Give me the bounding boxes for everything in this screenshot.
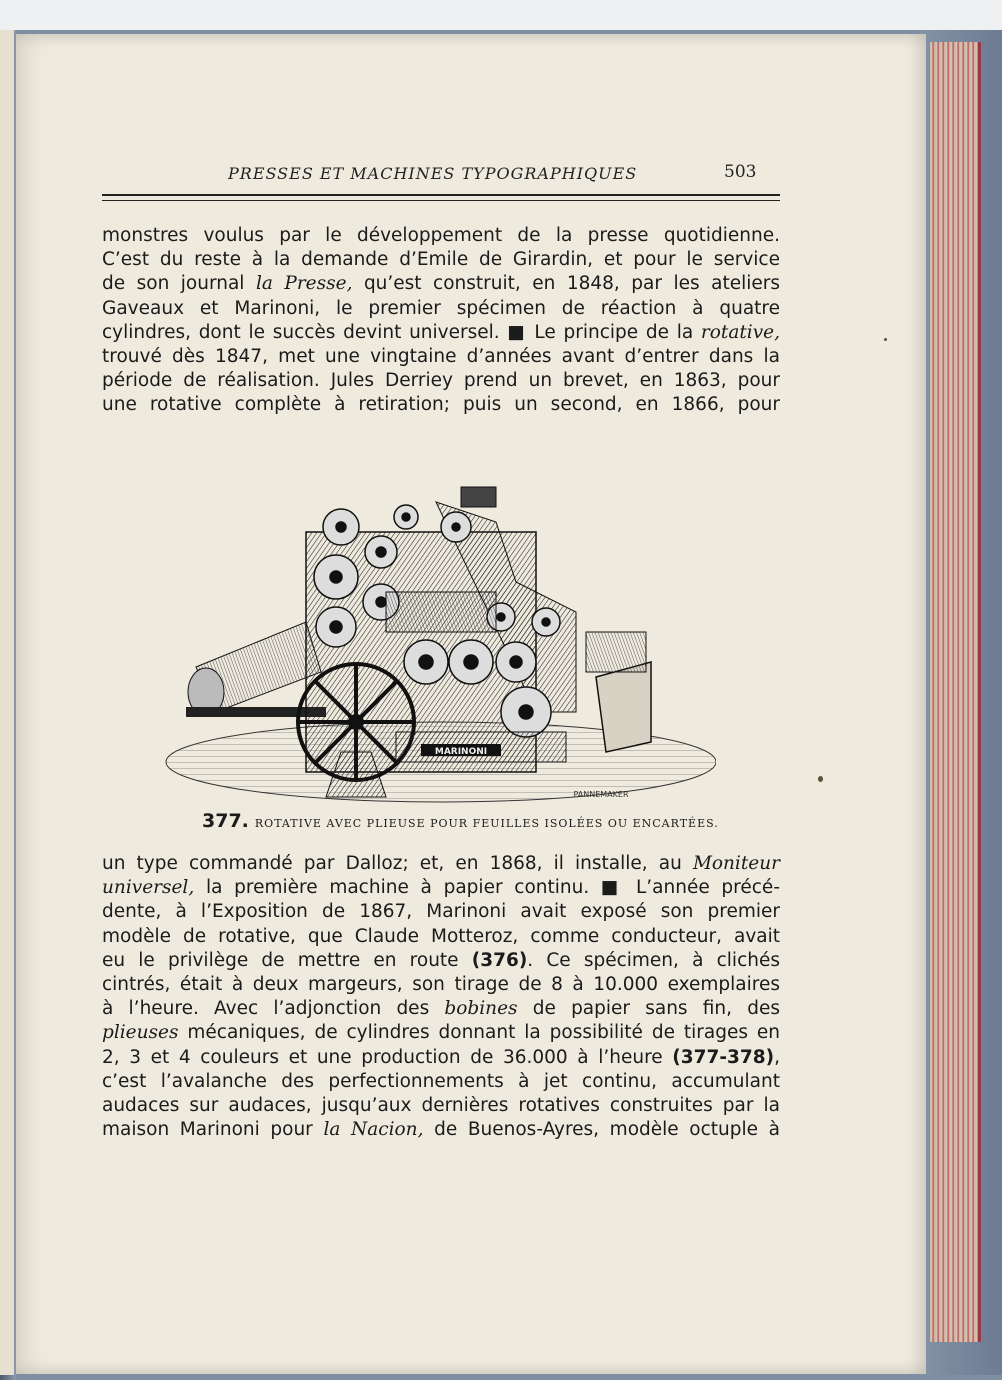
text-run: c’est l’avalanche des perfectionnements à jet continu, accumulant — [102, 1070, 780, 1092]
rotary-press-engraving — [156, 462, 716, 817]
text-run: cintrés, était à deux margeurs, son tirage de 8 à 10.000 exemplaires — [102, 974, 780, 996]
text-run: de son journal — [102, 273, 256, 295]
text-run: bobines — [444, 998, 518, 1020]
text-line — [102, 997, 780, 1021]
text-line — [102, 876, 780, 900]
text-run: Gaveaux et Marinoni, le premier spécimen de réaction à quatre — [102, 297, 780, 319]
text-run: qu’est construit, en 1848, par les ateliers — [352, 273, 781, 295]
text-line — [102, 1046, 780, 1070]
text-line — [102, 248, 780, 272]
page-edges — [930, 42, 981, 1342]
text-run: la Nacion, — [323, 1119, 424, 1141]
text-run: (377-378) — [672, 1046, 775, 1068]
text-run: 2, 3 et 4 couleurs et une production de 36.000 à l’heure — [102, 1046, 673, 1068]
text-line — [102, 1070, 780, 1094]
text-run: une rotative complète à retiration; puis un second, en 1866, pour — [102, 394, 780, 416]
figure-caption — [202, 810, 719, 832]
previous-page-edge — [0, 30, 14, 1375]
figure-caption-text: ROTATIVE AVEC PLIEUSE POUR FEUILLES ISOLÉES OU ENCARTÉES. — [254, 817, 719, 830]
header-rule — [102, 194, 780, 196]
text-run: dente, à l’Exposition de 1867, Marinoni avait exposé son premier — [102, 901, 780, 923]
text-run: cylindres, dont le succès devint universel. ■ Le principe de la — [102, 321, 701, 343]
text-run: eu le privilège de mettre en route — [102, 949, 472, 971]
text-line — [102, 224, 780, 248]
text-run: Moniteur — [692, 853, 780, 874]
text-run: monstres voulus par le développement de la presse quotidienne. — [102, 225, 780, 246]
text-run: la Presse, — [255, 273, 353, 295]
text-line — [102, 949, 780, 973]
text-run: mécaniques, de cylindres donnant la possibilité de tirages en — [178, 1022, 780, 1044]
text-line — [102, 973, 780, 997]
text-run: universel, — [102, 877, 195, 899]
text-run: à l’heure. Avec l’adjonction des — [102, 998, 445, 1020]
text-run: C’est du reste à la demande d’Emile de Girardin, et pour le service — [102, 249, 780, 271]
text-line — [102, 297, 780, 321]
text-line — [102, 852, 780, 876]
text-run: de Buenos-Ayres, modèle octuple à — [423, 1119, 780, 1141]
text-line — [102, 272, 780, 296]
text-line — [102, 345, 780, 369]
figure-number: 377. — [202, 810, 249, 832]
text-run: rotative, — [700, 321, 780, 343]
text-line — [102, 369, 780, 393]
text-run: la première machine à papier continu. ■ L’année précé- — [194, 877, 780, 899]
text-run: modèle de rotative, que Claude Motteroz, comme conducteur, avait — [102, 925, 780, 947]
text-line — [102, 1094, 780, 1118]
text-run: période de réalisation. Jules Derriey prend un brevet, en 1863, pour — [102, 370, 780, 392]
paper-speck — [884, 338, 887, 341]
text-run: de papier sans fin, des — [517, 998, 780, 1020]
text-line — [102, 1021, 780, 1045]
text-run: maison Marinoni pour — [102, 1119, 324, 1141]
text-run: (376) — [471, 949, 528, 971]
paragraph-1 — [102, 224, 780, 418]
running-head-title: PRESSES ET MACHINES TYPOGRAPHIQUES — [228, 164, 638, 183]
paper-speck — [818, 776, 823, 782]
paragraph-2 — [102, 852, 780, 1142]
page-number: 503 — [724, 162, 757, 182]
header-rule-thin — [102, 200, 780, 201]
text-line — [102, 321, 780, 345]
machine-maker-label: MARINONI — [434, 747, 488, 757]
text-run: trouvé dès 1847, met une vingtaine d’années avant d’entrer dans la — [102, 346, 780, 368]
text-run: , — [774, 1046, 780, 1068]
text-run: plieuses — [102, 1022, 179, 1044]
scan-background — [0, 0, 1002, 30]
text-line — [102, 393, 780, 417]
text-run: . Ce spécimen, à clichés — [527, 949, 780, 971]
text-line — [102, 900, 780, 924]
text-run: un type commandé par Dalloz; et, en 1868, il installe, au — [102, 853, 693, 874]
text-run: audaces sur audaces, jusqu’aux dernières rotatives construites par la — [102, 1095, 780, 1117]
text-line — [102, 925, 780, 949]
book-page — [16, 34, 926, 1374]
engraver-signature: PANNEMAKER — [573, 790, 629, 799]
text-line — [102, 1118, 780, 1142]
